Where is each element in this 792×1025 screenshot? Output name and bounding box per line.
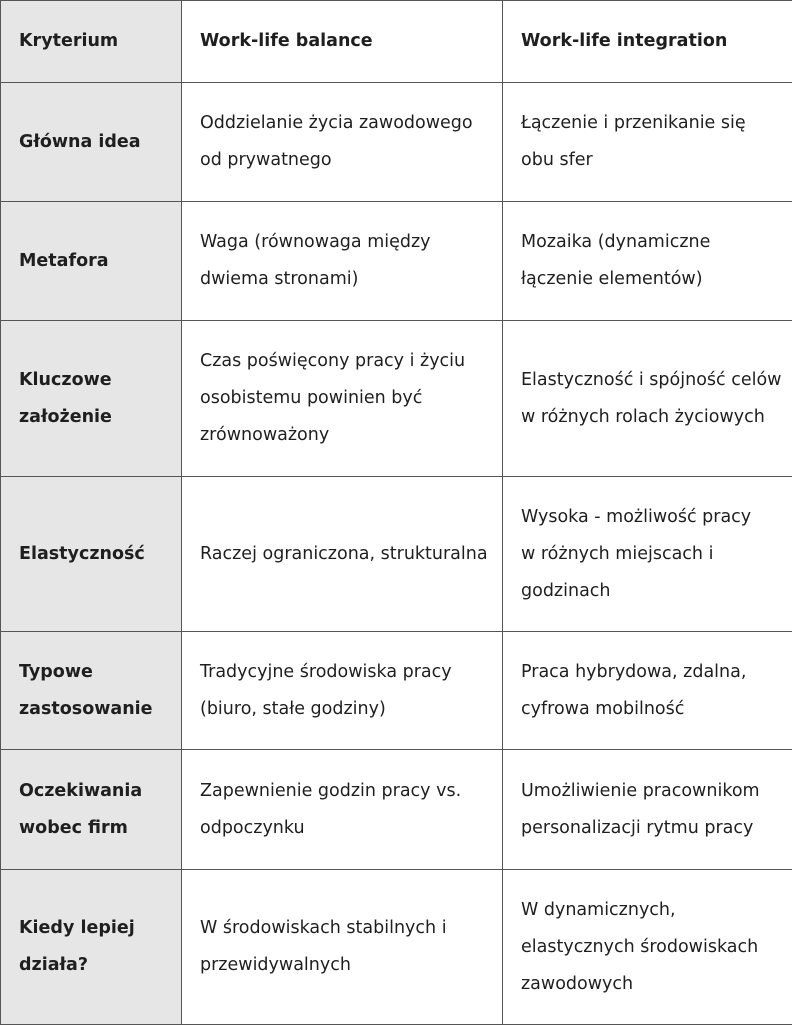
table-row [1, 750, 792, 870]
balance-cell: Raczej ograniczona, strukturalna [182, 477, 503, 632]
table-row [1, 321, 792, 477]
integration-cell: Mozaika (dynamiczne łączenie elementów) [503, 202, 792, 321]
integration-cell: W dynamicznych, elastycznych środowiskach zawodowych [503, 870, 792, 1025]
header-work-life-integration: Work-life integration [503, 1, 792, 83]
integration-cell: Umożliwienie pracownikom personalizacji rytmu pracy [503, 750, 792, 870]
kryterium-cell: Kluczowe założenie [1, 321, 182, 477]
header-kryterium: Kryterium [1, 1, 182, 83]
integration-cell: Praca hybrydowa, zdalna, cyfrowa mobilność [503, 632, 792, 750]
kryterium-cell: Kiedy lepiej działa? [1, 870, 182, 1025]
kryterium-cell: Elastyczność [1, 477, 182, 632]
header-row [1, 1, 792, 83]
kryterium-cell: Oczekiwania wobec firm [1, 750, 182, 870]
integration-cell: Łączenie i przenikanie się obu sfer [503, 83, 792, 202]
table-row [1, 870, 792, 1025]
balance-cell: Tradycyjne środowiska pracy (biuro, stałe godziny) [182, 632, 503, 750]
balance-cell: Zapewnienie godzin pracy vs. odpoczynku [182, 750, 503, 870]
table-row [1, 632, 792, 750]
balance-cell: Oddzielanie życia zawodowego od prywatnego [182, 83, 503, 202]
balance-cell: Czas poświęcony pracy i życiu osobistemu powinien być zrównoważony [182, 321, 503, 477]
kryterium-cell: Metafora [1, 202, 182, 321]
table-row [1, 477, 792, 632]
integration-cell: Elastyczność i spójność celów w różnych rolach życiowych [503, 321, 792, 477]
table-row [1, 83, 792, 202]
kryterium-cell: Typowe zastosowanie [1, 632, 182, 750]
integration-cell: Wysoka - możliwość pracy w różnych miejscach i godzinach [503, 477, 792, 632]
header-work-life-balance: Work-life balance [182, 1, 503, 83]
balance-cell: W środowiskach stabilnych i przewidywalnych [182, 870, 503, 1025]
kryterium-cell: Główna idea [1, 83, 182, 202]
balance-cell: Waga (równowaga między dwiema stronami) [182, 202, 503, 321]
table-row [1, 202, 792, 321]
